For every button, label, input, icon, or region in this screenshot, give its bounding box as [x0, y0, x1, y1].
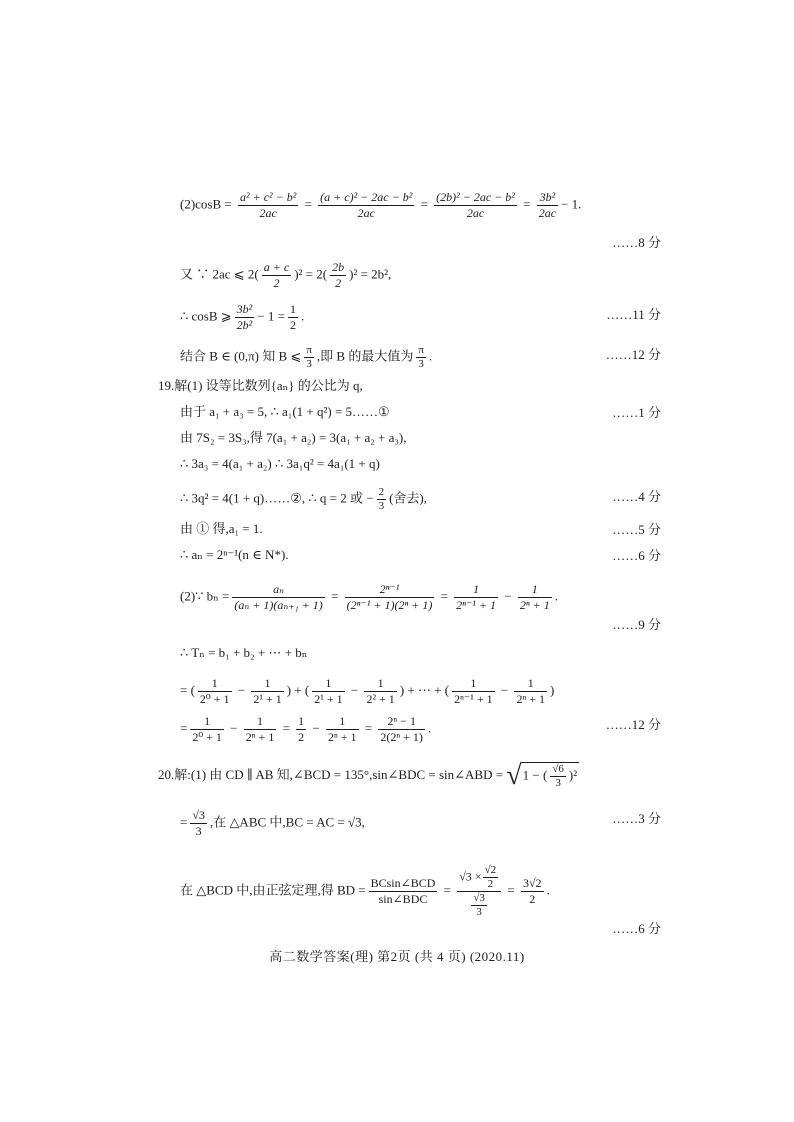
fraction: $\frac{\text{(2b)² − 2ac − b²}}{2ac}$	[436, 190, 515, 220]
fraction: $\frac{\pi}{3}$	[306, 344, 312, 370]
text: 结合 B ∈ (0,π) 知 B ⩽	[180, 348, 302, 364]
text: − 1.	[561, 196, 582, 212]
fraction: $\frac{\text{2ⁿ − 1}}{\text{2(2ⁿ + 1)}}$	[380, 714, 423, 744]
line-q19-6: ∴ aₙ = 2ⁿ⁻¹(n ∈ N*).	[180, 547, 289, 562]
radical-sign: √	[506, 760, 522, 791]
text: )² = 2b²,	[349, 266, 392, 282]
score-mark: ……3 分	[612, 811, 661, 826]
line-q19-1: 由于 a₁ + a₃ = 5, ∴ a₁(1 + q²) = 5……①	[180, 404, 390, 419]
fraction: $\frac{\text{(a + c)² − 2ac − b²}}{2ac}$	[320, 190, 413, 220]
line-tn-result: = $\frac{1}{\text{2⁰ + 1}}$ − $\frac{1}{\text{2ⁿ + 1}}$ = $\frac{1}{2}$ − $\frac{1}{\text{2ⁿ + 1}}$ = $\frac{\text{2ⁿ − 1}}{\text{2(2ⁿ + 1)}}$ .	[180, 714, 432, 744]
text: ) + (	[286, 682, 310, 698]
fraction: $\frac{\text{BCsin∠BCD}}{\text{sin∠BDC}}$	[370, 876, 436, 906]
line-cosb-bound	[180, 302, 304, 333]
fraction: $\frac{\text{a² + c² − b²}}{2ac}$	[240, 190, 297, 220]
line-q19-5: 由 ① 得,a₁ = 1.	[180, 521, 263, 536]
text: 在 △BCD 中,由正弦定理,得 BD =	[180, 882, 366, 898]
line-inequality	[180, 260, 391, 291]
text: .	[300, 308, 305, 324]
score-mark: ……6 分	[612, 921, 661, 936]
fraction: $\frac{2b}{2}$	[332, 260, 345, 290]
text: =	[180, 720, 188, 736]
fraction: $\frac{1}{\text{2⁰ + 1}}$	[192, 714, 222, 744]
text: (2)∵ bₙ =	[180, 588, 230, 604]
line-cosb-derivation: (2)cosB = $\frac{\text{a² + c² − b²}}{2ac}$ = $\frac{\text{(a + c)² − 2ac − b²}}{2ac}$ = $\frac{\text{(2b)² − 2ac − b²}}{2ac}$ = $\frac{\text{3b²}}{2ac}$ − 1.	[180, 190, 582, 220]
text: ) + ⋯ + (	[399, 682, 450, 698]
question-19-heading: 19.解(1) 设等比数列{aₙ} 的公比为 q,	[158, 378, 363, 393]
line-max-b	[180, 344, 432, 371]
text: ∴ 3q² = 4(1 + q)……②, ∴ q = 2 或 −	[180, 490, 374, 506]
fraction: $\frac{1}{\text{2ⁿ⁻¹ + 1}}$	[454, 676, 493, 706]
line-q20-2	[180, 808, 365, 839]
score-mark: ……4 分	[612, 489, 661, 504]
text: ,即 B 的最大值为	[316, 348, 414, 364]
text: .	[427, 720, 432, 736]
fraction: $\frac{1}{2}$	[298, 714, 305, 744]
fraction: $\frac{1}{2}$	[289, 302, 296, 332]
fraction: $\frac{√6}{3}$	[552, 763, 564, 789]
line-bn-definition: (2)∵ bₙ = $\frac{\text{aₙ}}{\text{(aₙ + 1)(aₙ₊₁ + 1)}}$ = $\frac{\text{2ⁿ⁻¹}}{\text{(2ⁿ⁻¹ + 1)(2ⁿ + 1)}}$ = $\frac{1}{\text{2ⁿ⁻¹ + 1}}$ − $\frac{1}{\text{2ⁿ + 1}}$ .	[180, 582, 558, 612]
text: =	[180, 814, 188, 830]
text: )	[550, 682, 555, 698]
text: )² = 2(	[294, 266, 328, 282]
score-mark: ……12 分	[605, 717, 661, 732]
score-mark: ……8 分	[612, 235, 661, 250]
fraction: $\frac{1}{\text{2ⁿ + 1}}$	[516, 676, 546, 706]
text: 又 ∵ 2ac ⩽ 2(	[180, 266, 259, 282]
score-mark: ……1 分	[612, 405, 661, 420]
text: − 1 =	[257, 308, 285, 324]
fraction: $\frac{a + c}{2}$	[263, 260, 290, 290]
fraction: $\frac{1}{\text{2¹ + 1}}$	[253, 676, 282, 706]
text: .	[428, 348, 433, 364]
fraction: $\frac{\text{aₙ}}{\text{(aₙ + 1)(aₙ₊₁ + 1)}}$	[234, 582, 323, 612]
score-mark: ……9 分	[612, 617, 661, 632]
fraction: $\frac{\pi}{3}$	[418, 344, 424, 370]
fraction: $\frac{2}{3}$	[378, 486, 385, 512]
score-mark: ……5 分	[612, 522, 661, 537]
score-mark: ……11 分	[606, 307, 661, 322]
compound-fraction: √3 × $\frac{√2}{2}$ $\frac{√3}{3}$	[457, 864, 501, 919]
line-q19-4	[180, 486, 427, 513]
fraction: $\frac{1}{\text{2ⁿ + 1}}$	[328, 714, 357, 744]
fraction: $\frac{1}{\text{2ⁿ + 1}}$	[519, 582, 550, 612]
page-footer: 高二数学答案(理) 第2页 (共 4 页) (2020.11)	[269, 949, 525, 964]
line-sine-rule: 在 △BCD 中,由正弦定理,得 BD = $\frac{\text{BCsin∠BCD}}{\text{sin∠BDC}}$ = √3 × $\frac{√2}{2}$ $\frac{√3}{3}$ = $\frac{3√2}{2}$ .	[180, 864, 550, 918]
fraction: $\frac{1}{\text{2ⁿ⁻¹ + 1}}$	[456, 582, 496, 612]
fraction: $\frac{\text{3b²}}{\text{2b²}}$	[236, 302, 253, 332]
fraction: $\frac{1}{\text{2⁰ + 1}}$	[199, 676, 230, 706]
text: .	[546, 882, 550, 898]
text: = (	[180, 682, 195, 698]
text: ∴ cosB ⩾	[180, 308, 232, 324]
text: 20.解:(1) 由 CD ∥ AB 知,∠BCD = 135°,sin∠BDC = sin∠ABD =	[158, 766, 504, 782]
score-mark: ……6 分	[612, 548, 661, 563]
line-q19-3: ∴ 3a₃ = 4(a₁ + a₂) ∴ 3a₁q² = 4a₁(1 + q)	[180, 456, 380, 471]
fraction: $\frac{3√2}{2}$	[522, 876, 542, 906]
line-q19-2: 由 7S₂ = 3S₃,得 7(a₁ + a₂) = 3(a₁ + a₂ + a₃),	[180, 430, 407, 445]
fraction: $\frac{1}{\text{2¹ + 1}}$	[314, 676, 343, 706]
fraction: $\frac{\text{3b²}}{2ac}$	[538, 190, 557, 220]
fraction: $\frac{\text{2ⁿ⁻¹}}{\text{(2ⁿ⁻¹ + 1)(2ⁿ + 1)}}$	[346, 582, 433, 612]
fraction: $\frac{√3}{3}$	[192, 808, 205, 838]
fraction: $\frac{1}{\text{2² + 1}}$	[366, 676, 395, 706]
fraction: $\frac{1}{\text{2ⁿ + 1}}$	[245, 714, 275, 744]
text: ,在 △ABC 中,BC = AC = √3,	[209, 814, 365, 830]
text: .	[554, 588, 558, 604]
text: (2)cosB =	[180, 196, 235, 212]
radical: 1 − ( $\frac{√6}{3}$ )²	[522, 763, 578, 789]
score-mark: ……12 分	[605, 347, 661, 362]
question-20-heading	[158, 762, 579, 790]
line-tn-sum: ∴ Tₙ = b₁ + b₂ + ⋯ + bₙ	[180, 645, 308, 660]
text: (舍去),	[389, 490, 428, 506]
line-tn-telescoping: = ( $\frac{1}{\text{2⁰ + 1}}$ − $\frac{1}{\text{2¹ + 1}}$ ) + ( $\frac{1}{\text{2¹ + 1}}$ − $\frac{1}{\text{2² + 1}}$ ) + ⋯ + ( $\frac{1}{\text{2ⁿ⁻¹ + 1}}$ − $\frac{1}{\text{2ⁿ + 1}}$ )	[180, 676, 555, 706]
